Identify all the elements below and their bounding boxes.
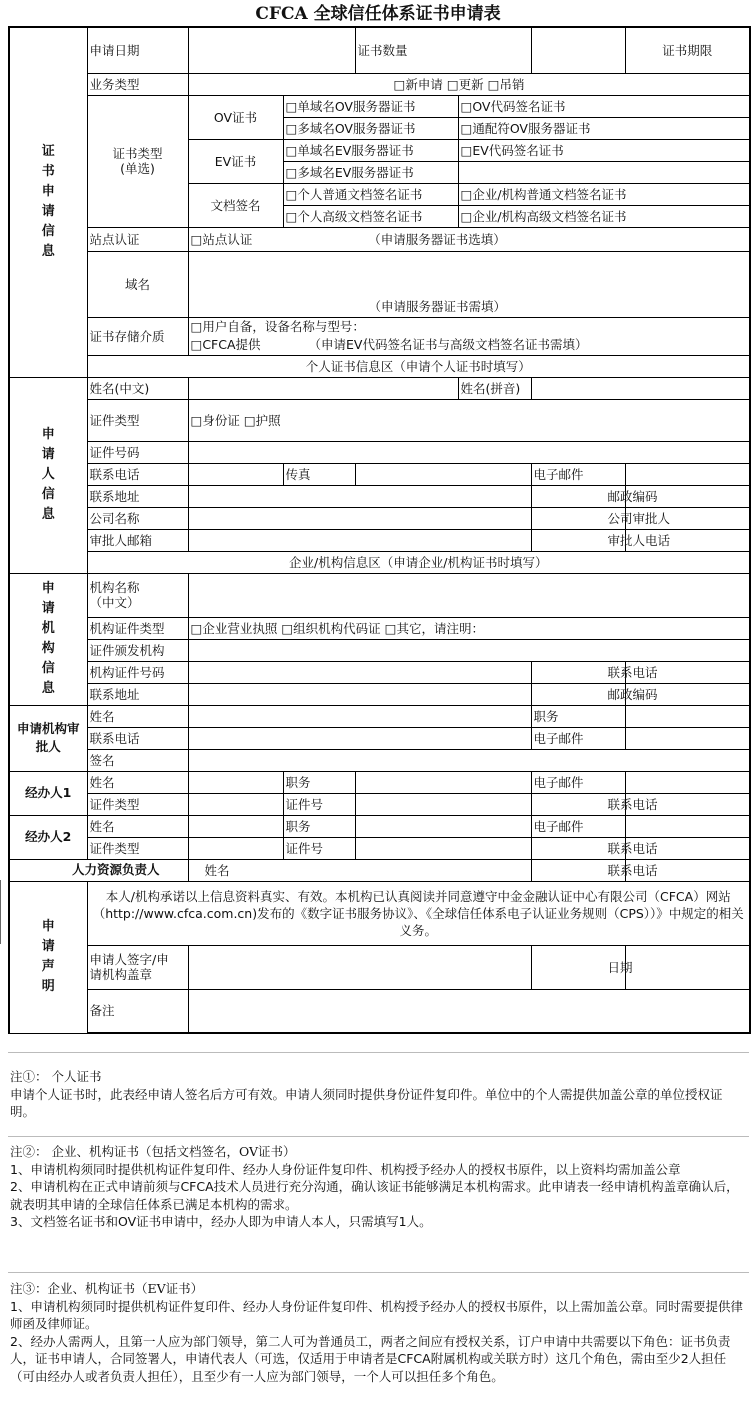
agent2-label: 经办人2 (9, 815, 87, 859)
name-py-label: 姓名(拼音) (458, 377, 531, 399)
remark-input[interactable] (188, 989, 750, 1033)
phone-input[interactable] (188, 463, 283, 485)
section-cert-application-label: 证 书 申 请 信 息 (9, 27, 87, 377)
storage-opt-user[interactable]: □用户自备，设备名称与型号： (188, 317, 750, 335)
approver-sign-input[interactable] (188, 749, 750, 771)
agent1-label: 经办人1 (9, 771, 87, 815)
approver-name-input[interactable] (188, 705, 531, 727)
form-title: CFCA 全球信任体系证书申请表 (255, 4, 501, 24)
approver-sign-label: 签名 (87, 749, 188, 771)
approver-job-label: 职务 (531, 705, 625, 727)
note-3-item: 2、经办人需两人，且第一人应为部门领导，第二人可为普通员工，两者之间应有授权关系，订户申请中共需要以下角色：证书负责人，证书申请人，合同签署人，申请代表人（可选，仅适用于申请者是CFCA附属机构或关联方时）这几个角色，需由至少2人担任（可由经办人或者负责人担任），且至少有一人应为部门领导，一个人可以担任多个角色。 (10, 1333, 731, 1384)
approver-label: 公司审批人 (531, 507, 625, 529)
checkbox-new[interactable]: □新申请 (393, 76, 443, 92)
agent1-idtype-input[interactable] (188, 793, 283, 815)
agent2-name-label: 姓名 (87, 815, 188, 837)
checkbox-org-code[interactable]: □组织机构代码证 (281, 620, 381, 636)
org-cert-type-options (188, 617, 750, 639)
section-org-label: 申 请 机 构 信 息 (9, 573, 87, 705)
id-type-label: 证件类型 (87, 399, 188, 441)
note-1-body: 申请个人证书时，此表经申请人签名后方可有效。申请人须同时提供身份证件复印件。单位中的个人需提供加盖公章的单位授权证明。 (10, 1086, 723, 1119)
org-cert-no-input[interactable] (188, 661, 531, 683)
checkbox-site-auth[interactable]: □站点认证 (190, 231, 253, 247)
agent1-phone-label: 联系电话 (531, 793, 625, 815)
row-gutter-marker (0, 880, 1, 944)
checkbox-business-license[interactable]: □企业营业执照 (190, 620, 278, 636)
approver-phone-input[interactable] (188, 727, 531, 749)
agent2-job-input[interactable] (355, 815, 531, 837)
ev-cert-label: EV证书 (188, 139, 283, 183)
note-2-item: 2、申请机构在正式申请前须与CFCA技术人员进行充分沟通，确认该证书能够满足本机构需求。此申请表一经申请机构盖章确认后，就表明其申请的全球信任体系已满足本机构的需求。 (10, 1179, 739, 1212)
email-label: 电子邮件 (531, 463, 625, 485)
phone-label: 联系电话 (87, 463, 188, 485)
agent2-phone-label: 联系电话 (531, 837, 625, 859)
issuer-input[interactable] (188, 639, 750, 661)
note-3-item: 1、申请机构须同时提供机构证件复印件、经办人身份证件复印件、机构授予经办人的授权书原件，以上需加盖公章。同时需要提供律师函及律师证。 (10, 1298, 743, 1331)
approver-email-label: 电子邮件 (531, 727, 625, 749)
note-2-item: 3、文档签名证书和OV证书申请中，经办人即为申请人本人，只需填写1人。 (10, 1214, 432, 1229)
note-2-item: 1、申请机构须同时提供机构证件复印件、经办人身份证件复印件、机构授予经办人的授权书原件，以上资料均需加盖公章 (10, 1161, 681, 1177)
checkbox-doc-personal-adv[interactable]: □个人高级文档签名证书 (283, 205, 458, 227)
apply-date-label: 申请日期 (87, 27, 188, 73)
personal-info-band: 个人证书信息区（申请个人证书时填写） (87, 355, 750, 377)
checkbox-ov-multi[interactable]: □多域名OV服务器证书 (283, 117, 458, 139)
id-type-options (188, 399, 750, 441)
note-1-heading: 注①： 个人证书 (10, 1069, 102, 1084)
form-grid (8, 26, 751, 1034)
signature-input[interactable] (188, 945, 531, 989)
site-auth-note: （申请服务器证书选填） (368, 231, 506, 247)
name-cn-label: 姓名(中文) (87, 377, 188, 399)
agent1-idno-label: 证件号 (283, 793, 355, 815)
section-applicant-label: 申 请 人 信 息 (9, 377, 87, 573)
agent2-idtype-input[interactable] (188, 837, 283, 859)
agent1-job-label: 职务 (283, 771, 355, 793)
address-label: 联系地址 (87, 485, 188, 507)
ov-cert-label: OV证书 (188, 95, 283, 139)
approver-tel-label: 审批人电话 (531, 529, 625, 551)
approver-job-input[interactable] (625, 705, 750, 727)
agent1-idno-input[interactable] (355, 793, 531, 815)
date-input[interactable] (625, 945, 750, 989)
remark-label: 备注 (87, 989, 188, 1033)
agent1-name-input[interactable] (188, 771, 283, 793)
checkbox-doc-org[interactable]: □企业/机构普通文档签名证书 (458, 183, 750, 205)
section-statement-label: 申 请 声 明 (9, 881, 87, 1033)
site-auth-label: 站点认证 (87, 227, 188, 251)
zip-label: 邮政编码 (531, 485, 625, 507)
checkbox-revoke[interactable]: □吊销 (487, 76, 525, 92)
org-info-band: 企业/机构信息区（申请企业/机构证书时填写） (87, 551, 750, 573)
checkbox-renew[interactable]: □更新 (446, 76, 484, 92)
cert-type-label: 证书类型 (单选) (87, 95, 188, 227)
org-name-label: 机构名称 （中文） (87, 573, 188, 617)
domain-input[interactable] (188, 251, 750, 317)
agent2-idno-label: 证件号 (283, 837, 355, 859)
cert-count-label: 证书数量 (355, 27, 531, 73)
address-input[interactable] (188, 485, 531, 507)
approver-phone-label: 联系电话 (87, 727, 188, 749)
biz-type-label: 业务类型 (87, 73, 188, 95)
fax-label: 传真 (283, 463, 355, 485)
org-address-input[interactable] (188, 683, 531, 705)
checkbox-ov-wildcard[interactable]: □通配符OV服务器证书 (458, 117, 750, 139)
cert-period-label: 证书期限 (625, 27, 750, 73)
storage-label: 证书存储介质 (87, 317, 188, 355)
date-label: 日期 (531, 945, 625, 989)
company-label: 公司名称 (87, 507, 188, 529)
signature-label: 申请人签字/申 请机构盖章 (87, 945, 188, 989)
agent2-idtype-label: 证件类型 (87, 837, 188, 859)
email-input[interactable] (625, 463, 750, 485)
agent1-idtype-label: 证件类型 (87, 793, 188, 815)
checkbox-doc-org-adv[interactable]: □企业/机构高级文档签名证书 (458, 205, 750, 227)
apply-date-input[interactable] (188, 27, 355, 73)
separator (8, 1272, 749, 1273)
checkbox-ov-single[interactable]: □单域名OV服务器证书 (283, 95, 458, 117)
storage-opt-cfca[interactable]: □CFCA提供 （申请EV代码签名证书与高级文档签名证书需填） (188, 335, 750, 355)
checkbox-doc-personal[interactable]: □个人普通文档签名证书 (283, 183, 458, 205)
biz-type-options (188, 73, 750, 95)
id-no-input[interactable] (188, 441, 750, 463)
agent2-name-input[interactable] (188, 815, 283, 837)
fax-input[interactable] (355, 463, 531, 485)
agent1-email-input[interactable] (625, 771, 750, 793)
id-no-label: 证件号码 (87, 441, 188, 463)
name-py-input[interactable] (531, 377, 750, 399)
section-approver-label: 申请机构审 批人 (9, 705, 87, 771)
note-2 (8, 1143, 749, 1231)
agent1-job-input[interactable] (355, 771, 531, 793)
checkbox-other[interactable]: □其它，请注明： (384, 620, 484, 636)
ev-empty-cell (458, 161, 750, 183)
approver-email-input[interactable] (625, 727, 750, 749)
org-phone-label: 联系电话 (531, 661, 625, 683)
agent2-email-label: 电子邮件 (531, 815, 625, 837)
approver-name-label: 姓名 (87, 705, 188, 727)
agent2-idno-input[interactable] (355, 837, 531, 859)
name-cn-input[interactable] (188, 377, 458, 399)
note-1 (8, 1068, 749, 1121)
hr-name-label: 姓名 (188, 859, 531, 881)
separator (8, 1052, 749, 1053)
hr-label: 人力资源负责人 (9, 859, 188, 881)
org-name-input[interactable] (188, 573, 750, 617)
checkbox-id-card[interactable]: □身份证 (190, 412, 240, 428)
note-3 (8, 1280, 749, 1385)
checkbox-passport[interactable]: □护照 (243, 412, 281, 428)
org-zip-label: 邮政编码 (531, 683, 625, 705)
checkbox-ov-code[interactable]: □OV代码签名证书 (458, 95, 750, 117)
org-cert-type-label: 机构证件类型 (87, 617, 188, 639)
site-auth-options (188, 227, 750, 251)
issuer-label: 证件颁发机构 (87, 639, 188, 661)
domain-label: 域名 (87, 251, 188, 317)
storage-note: （申请EV代码签名证书与高级文档签名证书需填） (308, 337, 588, 353)
agent2-job-label: 职务 (283, 815, 355, 837)
domain-note: （申请服务器证书需填） (368, 298, 507, 314)
checkbox-ev-code[interactable]: □EV代码签名证书 (458, 139, 750, 161)
agent1-name-label: 姓名 (87, 771, 188, 793)
org-address-label: 联系地址 (87, 683, 188, 705)
checkbox-ev-single[interactable]: □单域名EV服务器证书 (283, 139, 458, 161)
agent2-email-input[interactable] (625, 815, 750, 837)
checkbox-ev-multi[interactable]: □多域名EV服务器证书 (283, 161, 458, 183)
approver-mail-input[interactable] (188, 529, 531, 551)
org-cert-no-label: 机构证件号码 (87, 661, 188, 683)
note-2-heading: 注②： 企业、机构证书（包括文档签名，OV证书） (10, 1144, 296, 1159)
hr-phone-label: 联系电话 (531, 859, 625, 881)
agent1-email-label: 电子邮件 (531, 771, 625, 793)
approver-mail-label: 审批人邮箱 (87, 529, 188, 551)
company-input[interactable] (188, 507, 531, 529)
cert-count-input[interactable] (531, 27, 625, 73)
doc-sign-label: 文档签名 (188, 183, 283, 227)
statement-text: 本人/机构承诺以上信息资料真实、有效。本机构已认真阅读并同意遵守中金金融认证中心有限公司（CFCA）网站（http://www.cfca.com.cn)发布的《数字证书服务协议》、《全球信任体系电子认证业务规则（CPS））》中规定的相关义务。 (87, 881, 750, 945)
separator (8, 1136, 749, 1137)
note-3-heading: 注③：企业、机构证书（EV证书） (10, 1281, 204, 1296)
